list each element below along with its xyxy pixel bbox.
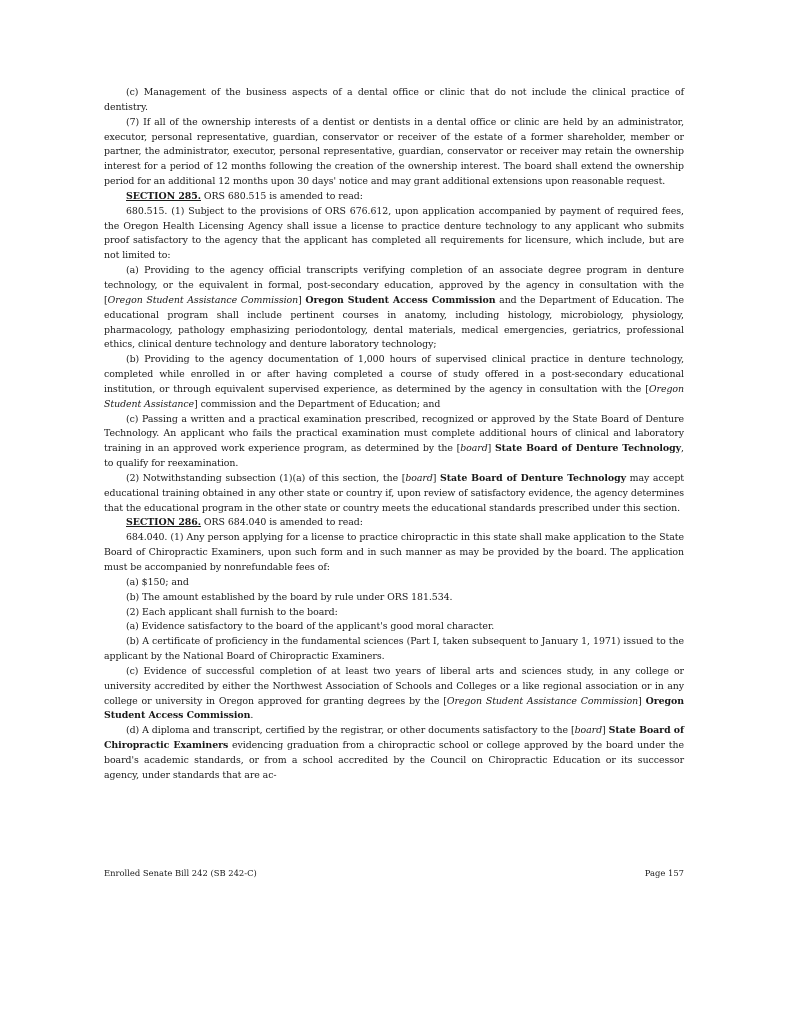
- footer-page-number: Page 157: [644, 868, 684, 878]
- inserted-text: State Board of Chiropractic Examiners: [104, 725, 684, 752]
- inserted-text: Oregon Student Access Commission: [104, 695, 685, 722]
- paragraph-p1: [104, 86, 684, 116]
- paragraph-p14: [104, 620, 684, 635]
- deletion-bracket: ]: [432, 472, 437, 484]
- text-run: (a) Evidence satisfactory to the board of the applicant's good moral character.: [126, 621, 495, 633]
- page-footer: [104, 868, 684, 878]
- text-run: (b) Providing to the agency documentation of 1,000 hours of supervised clinical practice in denture technology, completed while enrolled in or after having completed a course of study offered in a post-secondary educational institution, or through equivalent supervised experience, as determined by the agency in consultation with the: [104, 354, 684, 395]
- text-run: 680.515. (1) Subject to the provisions of ORS 676.612, upon application accompanied by payment of required fees, the Oregon Health Licensing Agency shall issue a license to practice denture technology to any applicant who submits proof satisfactory to the agency that the applicant has completed all requirements for licensure, which include, but are not limited to:: [104, 205, 684, 262]
- text-run: , to qualify for reexamination.: [104, 443, 684, 470]
- text-run: (c) Evidence of successful completion of at least two years of liberal arts and sciences study, in any college or university accredited by either the Northwest Association of Schools and Colleges or a like regional association or in any college or university in Oregon approved for granting degrees by the: [104, 665, 684, 707]
- deletion-bracket: [: [645, 383, 649, 395]
- document-body: [104, 86, 684, 784]
- text-run: commission and the Department of Education; and: [197, 398, 441, 410]
- paragraph-p6: [104, 353, 684, 412]
- text-run: (b) The amount established by the board by rule under ORS 181.534.: [126, 591, 453, 603]
- deletion-bracket: ]: [298, 294, 302, 306]
- deleted-text: Oregon Student Assistance Commission: [446, 695, 639, 707]
- text-run: ORS 684.040 is amended to read:: [200, 517, 363, 529]
- paragraph-p9: [104, 516, 684, 531]
- text-run: evidencing graduation from a chiropractic school or college approved by the board under the board's academic standards, or from a school accredited by the Council on Chiropractic Education or its successor agency, under standards that are ac-: [104, 740, 684, 781]
- text-run: may accept educational training obtained in any other state or country if, upon review of satisfactory evidence, the agency determines that the educational program in the other state or country meets the educational standards prescribed under this section.: [104, 472, 684, 514]
- deletion-bracket: [: [570, 725, 575, 737]
- text-run: (a) $150; and: [126, 576, 189, 588]
- deletion-bracket: [: [104, 294, 108, 306]
- deletion-bracket: ]: [487, 443, 492, 455]
- text-run: (2) Notwithstanding subsection (1)(a) of this section, the: [126, 472, 402, 484]
- text-run: (d) A diploma and transcript, certified by the registrar, or other documents satisfactory to the: [126, 725, 571, 737]
- section-heading: SECTION 286.: [126, 517, 201, 529]
- paragraph-p15: [104, 635, 684, 665]
- text-run: (2) Each applicant shall furnish to the board:: [126, 606, 338, 618]
- paragraph-p13: [104, 606, 684, 621]
- deletion-bracket: [: [401, 472, 406, 484]
- deletion-bracket: [: [443, 695, 447, 707]
- paragraph-p3: [104, 190, 684, 205]
- inserted-text: State Board of Denture Technology: [494, 443, 682, 455]
- deleted-text: board: [574, 725, 603, 737]
- paragraph-p2: [104, 116, 684, 190]
- paragraph-p16: [104, 665, 684, 724]
- text-run: (a) Providing to the agency official transcripts verifying completion of an associate degree program in denture technology, or the equivalent in formal, post-secondary education, approved by the agency in consultation with the: [104, 265, 684, 291]
- paragraph-p4: [104, 205, 684, 264]
- footer-bill-title: Enrolled Senate Bill 242 (SB 242-C): [104, 868, 257, 878]
- text-run: ORS 680.515 is amended to read:: [200, 190, 363, 202]
- deletion-bracket: ]: [602, 725, 606, 737]
- paragraph-p12: [104, 591, 684, 606]
- paragraph-p17: [104, 724, 684, 783]
- deleted-text: Oregon Student Assistance Commission: [107, 294, 299, 306]
- paragraph-p11: [104, 576, 684, 591]
- paragraph-p7: [104, 413, 684, 472]
- deletion-bracket: ]: [194, 398, 198, 410]
- paragraph-p8: [104, 472, 684, 517]
- text-run: .: [250, 710, 254, 722]
- deleted-text: board: [460, 443, 488, 455]
- deletion-bracket: ]: [638, 695, 642, 707]
- text-run: (c) Management of the business aspects of a dental office or clinic that do not include the clinical practice of dentistry.: [104, 87, 684, 113]
- deleted-text: Oregon Student Assistance: [104, 383, 684, 410]
- inserted-text: State Board of Denture Technology: [440, 472, 626, 484]
- deleted-text: board: [405, 472, 433, 484]
- paragraph-p10: [104, 531, 684, 576]
- section-heading: SECTION 285.: [126, 190, 201, 202]
- text-run: 684.040. (1) Any person applying for a license to practice chiropractic in this state shall make application to the State Board of Chiropractic Examiners, upon such form and in such manner as may be provided by the board. The application must be accompanied by nonrefundable fees of:: [104, 532, 684, 573]
- text-run: and the Department of Education. The educational program shall include pertinent courses in anatomy, including histology, microbiology, physiology, pharmacology, pathology emphasizing periodontology, dental materials, medical emergencies, geriatrics, professional ethics, clinical denture technology and denture laboratory technology;: [104, 294, 685, 351]
- deletion-bracket: [: [456, 443, 461, 455]
- inserted-text: Oregon Student Access Commission: [305, 294, 496, 306]
- text-run: (b) A certificate of proficiency in the fundamental sciences (Part I, taken subsequent to January 1, 1971) issued to the applicant by the National Board of Chiropractic Examiners.: [104, 636, 684, 663]
- text-run: (7) If all of the ownership interests of a dentist or dentists in a dental office or clinic are held by an administrator, executor, personal representative, guardian, conservator or receiver of the estate of a former shareholder, member or partner, the administrator, executor, personal representative, guardian, conservator or receiver may retain the ownership interest for a period of 12 months following the creation of the ownership interest. The board shall extend the ownership period for an additional 12 months upon 30 days' notice and may grant additional extensions upon reasonable request.: [104, 116, 684, 188]
- paragraph-p5: [104, 264, 684, 353]
- text-run: (c) Passing a written and a practical examination prescribed, recognized or approved by the State Board of Denture Technology. An applicant who fails the practical examination must complete additional hours of clinical and laboratory training in an approved work experience program, as determined by the: [104, 413, 684, 455]
